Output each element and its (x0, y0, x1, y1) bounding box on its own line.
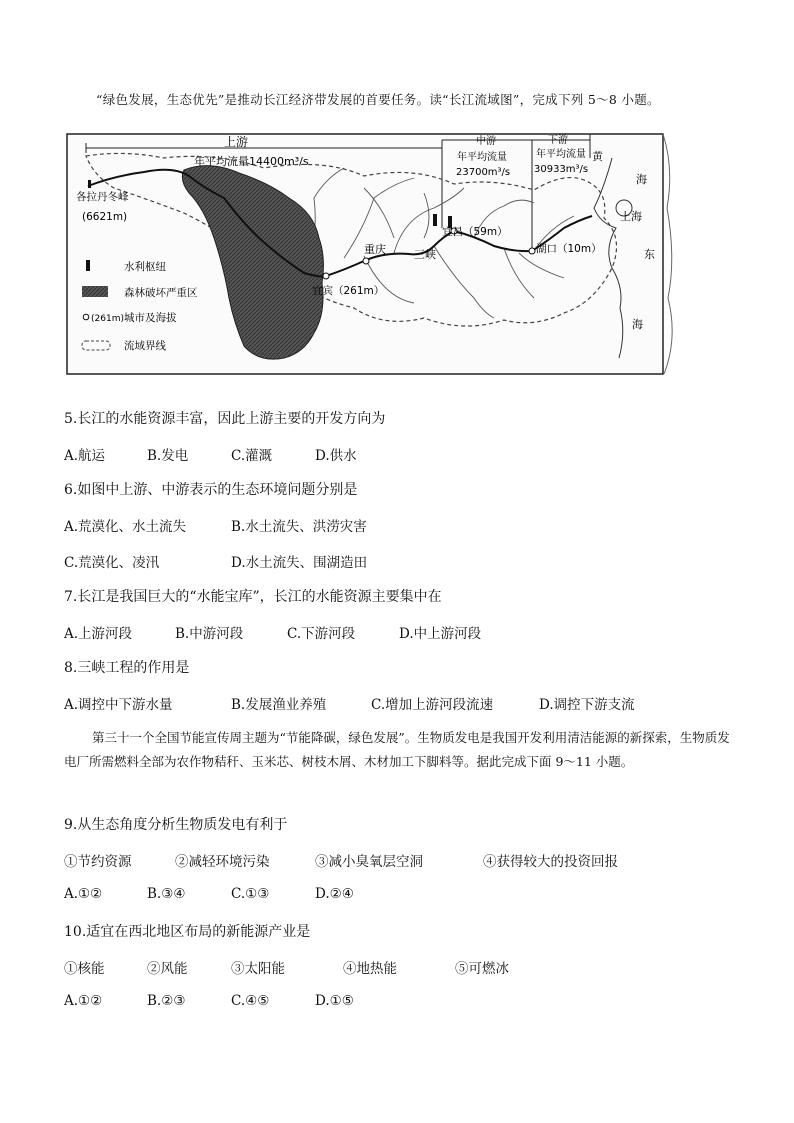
city-marker-yibin (323, 273, 329, 279)
label-upper: 上游 (224, 135, 249, 149)
label-middle-flow-value: 23700m³/s (456, 167, 511, 178)
q9-item-3: ③减小臭氧层空洞 (315, 854, 423, 870)
label-yichang: 宜昌（59m） (442, 226, 508, 238)
label-middle: 中游 (476, 136, 496, 147)
label-lower-flow-value: 30933m³/s (534, 164, 589, 175)
question-8: 8.三峡工程的作用是 (64, 660, 190, 676)
option-6a[interactable]: A.荒漠化、水土流失 (64, 519, 187, 535)
legend-dam-label: 水利枢纽 (124, 261, 166, 273)
option-10a[interactable]: A.①② (64, 993, 103, 1009)
option-10c[interactable]: C.④⑤ (231, 993, 270, 1009)
city-marker-chongqing (363, 258, 369, 264)
intro-text: “绿色发展，生态优先”是推动长江经济带发展的首要任务。读“长江流域图”，完成下列 5～8 小题。 (96, 92, 660, 107)
option-6d[interactable]: D.水土流失、围湖造田 (231, 555, 368, 571)
legend-city-label: 城市及海拔 (124, 312, 177, 324)
option-7d[interactable]: D.中上游河段 (399, 626, 482, 642)
q10-item-4: ④地热能 (343, 961, 397, 977)
label-source: 各拉丹冬峰 (76, 191, 129, 203)
q9-item-4: ④获得较大的投资回报 (483, 854, 618, 870)
q9-item-2: ②减轻环境污染 (175, 854, 270, 870)
legend-forest-swatch (82, 286, 108, 297)
q10-item-3: ③太阳能 (231, 961, 285, 977)
label-sea-hai1: 海 (636, 173, 647, 186)
question-5: 5.长江的水能资源丰富，因此上游主要的开发方向为 (64, 411, 386, 427)
label-lower: 下游 (548, 135, 568, 146)
label-sea-hai2: 海 (632, 318, 643, 331)
option-8c[interactable]: C.增加上游河段流速 (371, 697, 494, 713)
legend-city-sample: (261m) (91, 314, 124, 324)
option-9a[interactable]: A.①② (64, 886, 103, 902)
option-5d[interactable]: D.供水 (315, 448, 357, 464)
label-sea-dong: 东 (644, 248, 655, 261)
option-7b[interactable]: B.中游河段 (175, 626, 244, 642)
question-10: 10.适宜在西北地区布局的新能源产业是 (64, 924, 311, 940)
legend-boundary-label: 流域界线 (124, 340, 166, 352)
legend-city-icon (83, 314, 89, 320)
option-9c[interactable]: C.①③ (231, 886, 270, 902)
label-lower-flow: 年平均流量 (536, 149, 586, 160)
label-sanxia: 三峡 (414, 248, 436, 261)
label-yibin: 宜宾（261m） (312, 285, 385, 297)
label-chongqing: 重庆 (364, 243, 386, 256)
q10-item-1: ①核能 (64, 961, 105, 977)
option-5c[interactable]: C.灌溉 (231, 448, 273, 464)
label-upper-flow: 年平均流量14400m³/s (194, 155, 309, 168)
label-middle-flow: 年平均流量 (457, 152, 507, 163)
dam-icon (433, 214, 437, 226)
option-10d[interactable]: D.①⑤ (315, 993, 354, 1009)
option-8d[interactable]: D.调控下游支流 (539, 697, 635, 713)
legend-dam-icon (86, 260, 90, 271)
yangtze-basin-map (64, 128, 714, 390)
option-9b[interactable]: B.③④ (147, 886, 186, 902)
option-5b[interactable]: B.发电 (147, 448, 189, 464)
legend-forest-label: 森林破坏严重区 (124, 287, 198, 299)
label-shanghai: 上海 (620, 210, 642, 223)
option-7a[interactable]: A.上游河段 (64, 626, 133, 642)
label-sea-huang: 黄 (592, 150, 603, 163)
q9-item-1: ①节约资源 (64, 854, 132, 870)
option-7c[interactable]: C.下游河段 (287, 626, 356, 642)
question-9: 9.从生态角度分析生物质发电有利于 (64, 817, 288, 833)
question-7: 7.长江是我国巨大的“水能宝库”，长江的水能资源主要集中在 (64, 589, 442, 605)
city-marker-hukou (529, 248, 535, 254)
option-6c[interactable]: C.荒漠化、凌汛 (64, 555, 160, 571)
option-6b[interactable]: B.水土流失、洪涝灾害 (231, 519, 367, 535)
label-source-elev: (6621m) (82, 211, 128, 223)
option-8a[interactable]: A.调控中下游水量 (64, 697, 173, 713)
q10-item-2: ②风能 (147, 961, 188, 977)
passage-text: 第三十一个全国节能宣传周主题为“节能降碳，绿色发展”。生物质发电是我国开发利用清洁能源的新探索，生物质发电厂所需燃料全部为农作物秸秆、玉米芯、树枝木屑、木材加工下脚料等。据此完成下面 9～11 小题。 (64, 730, 730, 769)
source-marker (88, 180, 91, 188)
option-5a[interactable]: A.航运 (64, 448, 106, 464)
question-6: 6.如图中上游、中游表示的生态环境问题分别是 (64, 482, 358, 498)
q10-item-5: ⑤可燃冰 (455, 961, 509, 977)
option-8b[interactable]: B.发展渔业养殖 (231, 697, 327, 713)
label-hukou: 湖口（10m） (536, 243, 602, 255)
option-10b[interactable]: B.②③ (147, 993, 186, 1009)
option-9d[interactable]: D.②④ (315, 886, 354, 902)
